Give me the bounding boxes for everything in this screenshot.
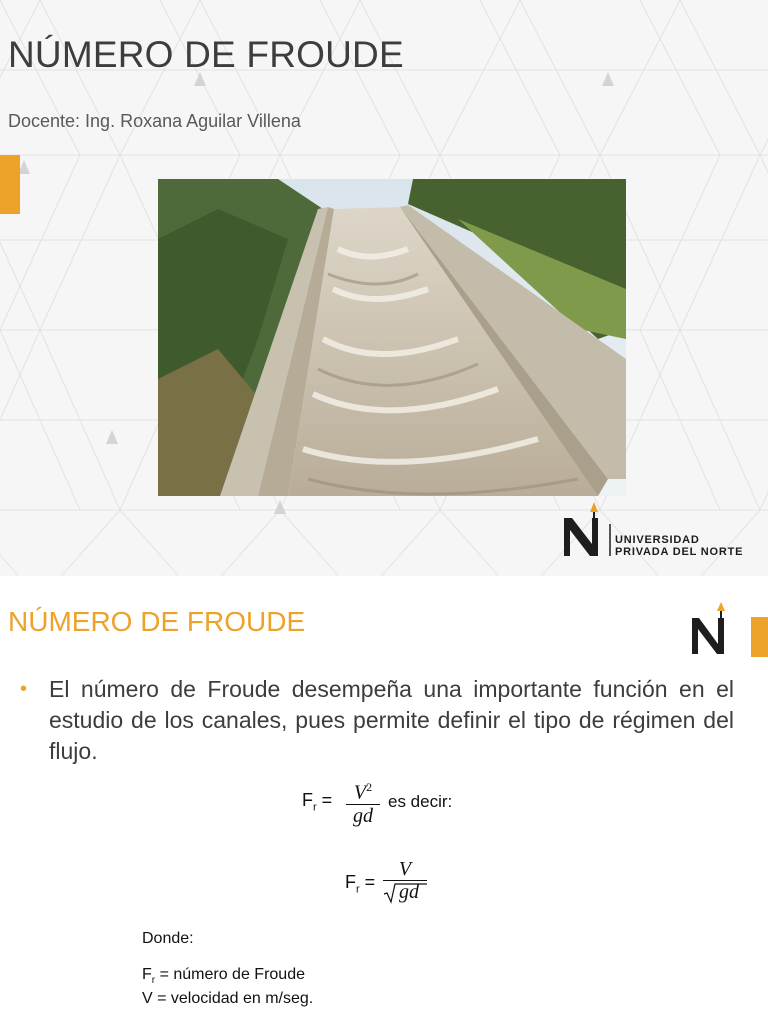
formula-lhs: F: [302, 790, 313, 810]
definitions-list: [142, 930, 313, 1008]
froude-formula: [345, 856, 465, 916]
definition-item: [142, 990, 313, 1008]
accent-bar: [0, 155, 20, 214]
formula-fraction: [383, 858, 427, 903]
bullet-marker: •: [20, 678, 28, 700]
university-name-line1: UNIVERSIDAD: [615, 534, 700, 546]
froude-formula-squared: [302, 776, 502, 836]
definition-subscript: r: [151, 975, 156, 987]
definition-text: = velocidad en m/seg.: [152, 990, 314, 1008]
formula-equals: =: [359, 872, 376, 892]
formula-suffix: es decir:: [388, 792, 453, 811]
formula-numerator: V: [398, 858, 412, 880]
spillway-photo: [158, 179, 626, 496]
slide-heading: NÚMERO DE FROUDE: [8, 606, 306, 637]
formula-exponent: 2: [366, 780, 373, 794]
accent-bar: [751, 617, 768, 657]
formula-subscript: r: [313, 801, 317, 814]
slide-subtitle: Docente: Ing. Roxana Aguilar Villena: [8, 111, 301, 131]
formula-lhs: F: [345, 872, 356, 892]
slide-title: NÚMERO DE FROUDE: [8, 34, 404, 75]
content-slide: [0, 576, 768, 1024]
donde-label: Donde:: [142, 930, 194, 947]
bullet-text: El número de Froude desempeña una importante función en el estudio de los canales, pues permite definir el tipo de régimen del flujo.: [49, 676, 734, 764]
formula-subscript: r: [356, 883, 360, 896]
formula-fraction: [346, 776, 380, 827]
definition-text: = número de Froude: [155, 966, 305, 983]
formula-numerator: V: [353, 781, 367, 804]
formula-denominator: gd: [399, 881, 419, 903]
bullet-point: [20, 674, 734, 767]
upn-logo-small-icon: [688, 600, 738, 658]
definition-symbol: F: [142, 966, 152, 983]
university-name: [615, 534, 743, 558]
formula-denominator: gd: [353, 804, 373, 827]
university-name-line2: PRIVADA DEL NORTE: [615, 546, 744, 558]
definition-item: [142, 966, 313, 990]
definition-symbol: V: [142, 990, 153, 1008]
formula-equals: =: [316, 790, 333, 810]
